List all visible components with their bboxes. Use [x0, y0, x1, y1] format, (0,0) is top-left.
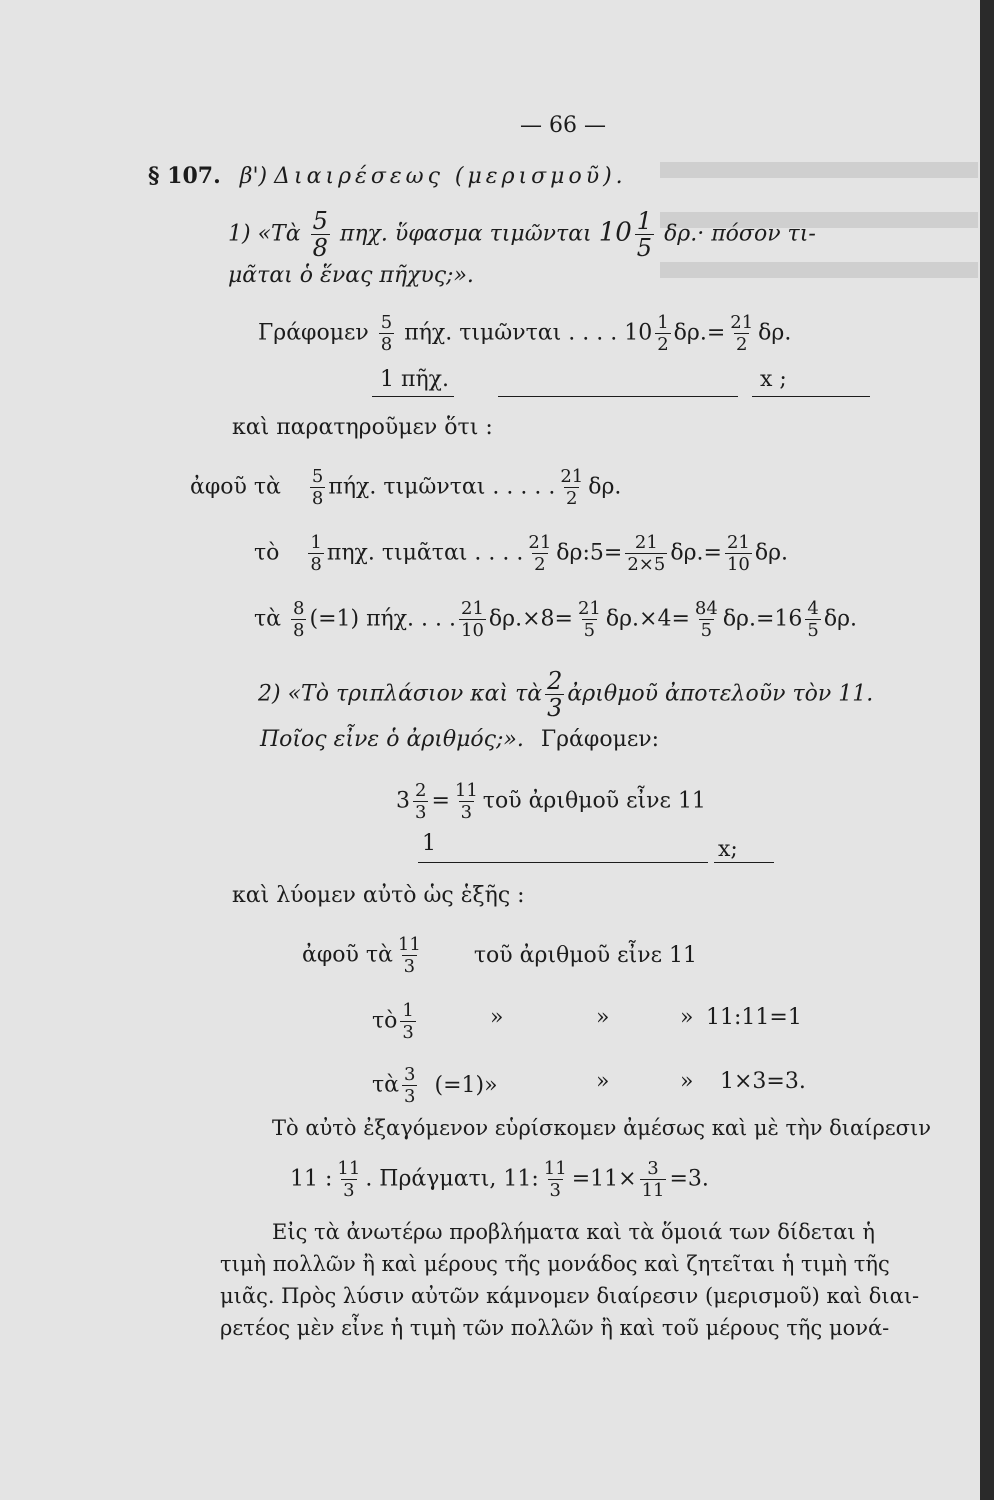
step-text: (=1)»: [434, 1072, 498, 1098]
step-line: [372, 1000, 419, 1043]
problem2-equation: [396, 780, 706, 823]
problem1-write: [258, 312, 791, 355]
ditto-mark: »: [680, 1069, 694, 1094]
underline-rule: [372, 396, 454, 397]
step-result: 11:11=1: [706, 1005, 802, 1030]
problem1-row2-left: 1 πῆχ.: [380, 367, 449, 392]
operator: δρ.×8=: [488, 606, 573, 632]
problem1-label: 1) «Τὰ: [228, 221, 301, 247]
fraction: $\frac{2}{3}$: [547, 667, 563, 722]
problem1-text: πηχ. ὕφασμα τιμῶνται: [339, 221, 592, 247]
step-text: πηχ. τιμᾶται . . . .: [326, 540, 524, 566]
ditto-mark: »: [680, 1005, 694, 1030]
fraction: $\frac{4}{5}$: [807, 598, 819, 641]
write-label: Γράφομεν: [258, 320, 369, 346]
step-label: τὰ: [372, 1072, 400, 1098]
write-label: Γράφομεν:: [540, 727, 660, 752]
step-line: [190, 466, 621, 509]
underline-rule: [498, 396, 738, 397]
fraction: $\frac{3}{11}$: [641, 1158, 665, 1201]
equals: δρ.=: [673, 320, 726, 346]
problem1-row2-right: x ;: [760, 367, 787, 392]
equals: =: [431, 788, 450, 814]
fraction: $\frac{11}{3}$: [337, 1158, 361, 1201]
problem2-text: ἀριθμοῦ ἀποτελοῦν τὸν 11.: [567, 681, 874, 707]
step-line: [254, 598, 857, 641]
fraction: $\frac{1}{5}$: [636, 207, 653, 262]
mixed-whole: 3: [396, 788, 410, 814]
mixed-whole: 10: [598, 217, 632, 248]
fraction: $\frac{11}{3}$: [397, 934, 421, 977]
underline-rule: [752, 396, 870, 397]
operator: =11×: [571, 1166, 637, 1192]
equation-text: τοῦ ἀριθμοῦ εἶνε 11: [482, 788, 706, 814]
ditto-mark: »: [490, 1005, 504, 1030]
step-line: [302, 934, 697, 977]
fraction: $\frac{5}{8}$: [312, 207, 328, 262]
section-number: § 107.: [148, 163, 221, 189]
problem2-question: Ποῖος εἶνε ὁ ἀριθμός;».: [260, 727, 524, 752]
solve-text: καὶ λύομεν αὐτὸ ὡς ἑξῆς :: [232, 883, 525, 908]
fraction: $\frac{21}{2}$: [560, 466, 584, 509]
step-line: [254, 532, 788, 575]
underline-rule: [714, 862, 774, 863]
step-text: πήχ. τιμῶνται . . . . .: [328, 474, 556, 500]
underline-rule: [418, 862, 708, 863]
paragraph-line: τιμὴ πολλῶν ἢ καὶ μέρους τῆς μονάδος καὶ ζητεῖται ἡ τιμὴ τῆς: [220, 1252, 890, 1276]
division-lead: 11 :: [290, 1166, 333, 1192]
fraction: $\frac{1}{2}$: [657, 312, 669, 355]
paragraph-line: ρετέος μὲν εἶνε ἡ τιμὴ τῶν πολλῶν ἢ καὶ τοῦ μέρους τῆς μονά-: [220, 1316, 890, 1340]
step-label: τὸ: [372, 1008, 398, 1034]
operator: δρ:5=: [556, 540, 623, 566]
fraction: $\frac{84}{5}$: [694, 598, 718, 641]
result: =3.: [669, 1166, 709, 1192]
step-label: τὸ: [254, 540, 280, 566]
bleed-through-text: [660, 162, 978, 178]
fraction: $\frac{21}{10}$: [726, 532, 750, 575]
fraction: $\frac{8}{8}$: [293, 598, 305, 641]
fraction: $\frac{11}{3}$: [454, 780, 478, 823]
unit: δρ.: [754, 540, 789, 566]
paragraph-line: Τὸ αὐτὸ ἐξαγόμενον εὑρίσκομεν ἀμέσως καὶ μὲ τὴν διαίρεσιν: [272, 1116, 931, 1140]
section-prefix: β'): [239, 164, 268, 189]
paragraph-line: μιᾶς. Πρὸς λύσιν αὐτῶν κάμνομεν διαίρεσιν (μερισμοῦ) καὶ διαι-: [220, 1284, 920, 1308]
problem2-statement: [258, 668, 873, 721]
operator: δρ.×4=: [605, 606, 690, 632]
step-result: 1×3=3.: [720, 1069, 806, 1094]
ditto-mark: »: [596, 1069, 610, 1094]
observe-text: καὶ παρατηροῦμεν ὅτι :: [232, 415, 493, 440]
fraction: $\frac{2}{3}$: [415, 780, 427, 823]
fraction: $\frac{21}{2}$: [528, 532, 552, 575]
fraction: $\frac{5}{8}$: [311, 466, 324, 509]
fraction: $\frac{21}{10}$: [461, 598, 484, 641]
division-text: . Πράγματι, 11:: [365, 1166, 539, 1192]
fraction: $\frac{21}{2}$: [730, 312, 754, 355]
book-spine-shadow: [980, 0, 994, 1500]
problem2-row2-right: x;: [718, 837, 738, 862]
fraction: $\frac{11}{3}$: [543, 1158, 567, 1201]
paragraph-line: Εἰς τὰ ἀνωτέρω προβλήματα καὶ τὰ ὅμοιά των δίδεται ἡ: [272, 1220, 875, 1244]
problem2-line2: [260, 726, 659, 754]
problem2-row2-left: 1: [422, 831, 436, 856]
step-label: ἀφοῦ τὰ: [302, 942, 393, 968]
ditto-mark: »: [596, 1005, 610, 1030]
fraction: $\frac{21}{5}$: [577, 598, 601, 641]
problem2-label: 2) «Τὸ τριπλάσιον καὶ τὰ: [258, 681, 543, 707]
step-label: ἀφοῦ τὰ: [190, 474, 281, 500]
division-line: [290, 1158, 709, 1201]
fraction: $\frac{5}{8}$: [380, 312, 393, 355]
step-text: τοῦ ἀριθμοῦ εἶνε 11: [473, 942, 697, 968]
section-title: Διαιρέσεως (μερισμοῦ).: [274, 164, 627, 189]
fraction: $\frac{1}{8}$: [310, 532, 322, 575]
write-text: πήχ. τιμῶνται . . . . 10: [404, 320, 653, 346]
problem1-statement-line2: μᾶται ὁ ἕνας πῆχυς;».: [228, 263, 474, 288]
problem1-text: δρ.· πόσον τι-: [664, 221, 816, 247]
bleed-through-text: [660, 262, 978, 278]
step-label: τὰ: [254, 606, 282, 632]
step-text: (=1) πήχ. . . .: [309, 606, 456, 632]
fraction: $\frac{21}{2\times 5}$: [627, 532, 666, 575]
unit: δρ.: [823, 606, 858, 632]
fraction: $\frac{3}{3}$: [404, 1064, 416, 1107]
section-header: [148, 162, 627, 191]
step-line: [372, 1064, 498, 1107]
operator: δρ.=16: [722, 606, 803, 632]
unit: δρ.: [758, 320, 792, 346]
problem1-statement: [228, 208, 816, 261]
unit: δρ.: [588, 474, 622, 500]
page-number: — 66 —: [520, 113, 606, 138]
equals: δρ.=: [670, 540, 722, 566]
fraction: $\frac{1}{3}$: [402, 1000, 414, 1043]
